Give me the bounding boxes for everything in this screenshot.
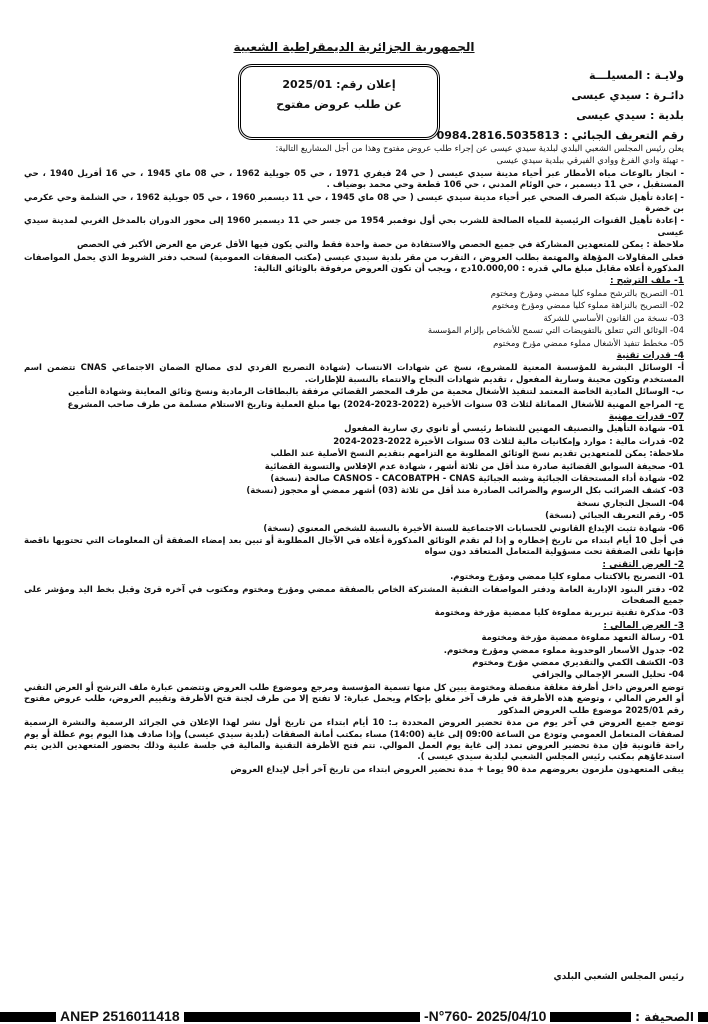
announcement-page — [10, 10, 698, 1010]
issuer-block — [436, 66, 684, 146]
list-item: في أجل 10 أيام ابتداء من تاريخ إخطاره و إذا لم تقدم الوثائق المذكورة أعلاه في الآجال المطلوبة أو تبين بعد إمضاء الصفقة أن المعلومات التي تحتويها ناقصة فإنها تلغى الصفقة تحت مسؤولية المتعامل المتعاقد دون سواه — [24, 536, 684, 558]
list-item: 03- نسخة من القانون الأساسي للشركة — [543, 313, 684, 324]
list-item: 01- صحيفة السوابق القضائية صادرة منذ أقل من ثلاثة أشهر ، شهادة عدم الإفلاس والتسوية القضائية — [264, 461, 684, 472]
list-item: ب- الوسائل المادية الخاصة المعتمد لتنفيذ الأشغال محمية من طرف المحضر القضائي مرفقة بالبطاقات الرمادية ونسخ وثائق المعاينة وشهادة التأمين — [68, 387, 684, 398]
intro-3: - إعادة تأهيل شبكة الصرف الصحي عبر أحياء مدينة سيدي عيسى ( حي 08 ماي 1945 ، حي 11 ديسمبر 1960 ، حي 05 جويلية 1962 ، حي الشلمة وحي عكرمي بن خضرة — [24, 192, 684, 215]
list-item: 05- رقم التعريف الجبائي (نسخة) — [545, 511, 684, 522]
list-item: 06- شهادة تثبت الإيداع القانوني للحسابات الاجتماعية للسنة الأخيرة بالنسبة للشخص المعنوي (نسخة) — [263, 523, 684, 534]
closing-2: يبقى المتعهدون ملزمون بعروضهم مدة 90 يوما + مدة تحضير العروض ابتداء من تاريخ آخر أجل لإيداع العروض — [230, 764, 684, 775]
list-item: أ- الوسائل البشرية للمؤسسة المعنية للمشروع، نسخ عن شهادات الانتساب (شهادة التصريح الفردي لدى مصالح الضمان الاجتماعي CNAS تتضمن اسم المستخدم وتكون محينة وسارية المفعول ، تقديم شهادات النجاح والانتماء بالنسبة للإطارات. — [24, 363, 684, 385]
list-item: 01- التصريح بالترشح مملوء كليا ممضي ومؤرخ ومختوم — [490, 288, 684, 299]
section-title: 3- العرض المالي : — [603, 620, 684, 631]
closing-0: توضع العروض داخل أظرفة مغلقة منفصلة ومختومة يبين كل منها تسمية المؤسسة ومرجع وموضوع طلب العروض وتتضمن عبارة ملف الترشح أو العرض التقني أو العرض المالي ، وتوضع هذه الأظرفة في ظرف آخر مغلق بإحكام ويحمل عبارة: لا تفتح إلا من طرف لجنة فتح الأظرفة وتقييم العروض، طلب عروض مفتوح رقم 2025/01 موضوع طلب العروض المذكور — [24, 682, 684, 716]
intro-4: - إعادة تأهيل القنوات الرئيسية للمياه الصالحة للشرب بحي أول نوفمبر 1954 من جسر حي 11 ديسمبر 1960 إلى محور الدوران بالمدخل الغربي لمدينة سيدي عيسى — [24, 216, 684, 238]
body-text — [24, 144, 684, 777]
list-item: 02- دفتر البنود الإدارية العامة ودفتر المواصفات التقنية المشتركة الخاص بالصفقة ممضي ومؤرخ ومختوم ومكتوب في آخره قرئ وقبل بخط اليد ومؤشر على جميع الصفحات — [24, 584, 684, 607]
section-title: 1- ملف الترشح : — [609, 276, 684, 287]
list-item: 07- قدرات مهنية — [608, 411, 684, 422]
closing-1: توضع جميع العروض في آخر يوم من مدة تحضير العروض المحددة بـ: 10 أيام ابتداء من تاريخ أول نشر لهذا الإعلان في الجرائد الرسمية والنشرة الرسمية لصفقات المتعامل العمومي وتودع من الساعة 09:00 إلى غاية (14:00) مساء بمكتب أمانة الصفقات (بلدية سيدي عيسى) وإذا صادف هذا اليوم يوم عطلة أو يوم راحة قانونية فإن مدة تحضير العروض تمدد إلى غاية يوم العمل الموالي. تتم فتح الأظرفة التقنية والمالية في جلسة علنية وذلك بحضور المتعهدين الذين يتم استدعاؤهم بمكتب رئيس المجلس الشعبي لبلدية سيدي عيسى ). — [24, 718, 684, 763]
footer-date: 2025/04/10 -N°760- — [420, 1008, 550, 1024]
intro-0: يعلن رئيس المجلس الشعبي البلدي لبلدية سيدي عيسى عن إجراء طلب عروض مفتوح وهذا من أجل المشاريع التالية: — [275, 144, 684, 154]
footer — [0, 1000, 708, 1024]
list-item: 02- التصريح بالنزاهة مملوء كليا ممضي ومؤرخ ومختوم — [491, 301, 684, 312]
list-item: 04- السجل التجاري نسخة — [576, 498, 684, 509]
list-item: 04- تحليل السعر الإجمالي والجزافي — [532, 670, 684, 681]
list-item: 01- التصريح بالاكتتاب مملوء كليا ممضي ومؤرخ ومختوم. — [450, 572, 684, 583]
list-item: 03- الكشف الكمي والتقديري ممضي مؤرخ ومختوم — [472, 658, 684, 669]
daira-line: دائـرة : سيدي عيسى — [571, 89, 684, 102]
list-item: 01- شهادة التأهيل والتصنيف المهنين للنشاط رئيسي أو ثانوي ري سارية المفعول — [344, 424, 684, 435]
footer-page: الصحيفة : — [631, 1010, 698, 1024]
list-item: 03- مذكرة تقنية تبريرية مملوءة كليا ممضية مؤرخة ومختومة — [434, 608, 684, 619]
wilaya-line: ولايـة : المسيلـــة — [588, 69, 684, 82]
list-item: 05- مخطط تنفيذ الأشغال مملوء ممضي مؤرخ ومختوم — [493, 338, 684, 349]
list-item: 03- كشف الضرائب بكل الرسوم والضرائب الصادرة منذ أقل من ثلاثة (03) أشهر ممضي أو محجوز (نسخة) — [246, 486, 684, 497]
list-item: ج- المراجع المهنية للأشغال المماثلة لثلاث 03 سنوات الأخيرة (2022-2023-2024) بها مبلغ العملية وتاريخ الاستلام مسلمة من طرف صاحب المشروع — [67, 399, 684, 410]
announcement-box — [238, 64, 440, 140]
announcement-type: عن طلب عروض مفتوح — [276, 98, 402, 111]
republic-title: الجمهورية الجزائرية الديمقراطية الشعبية — [233, 40, 475, 54]
announcement-number: إعلان رقم: 2025/01 — [282, 78, 396, 91]
intro-2: - انجاز بالوعات مياه الأمطار عبر أحياء مدينة سيدي عيسى ( حي 24 فيفري 1971 ، حي 05 جويلية 1962 ، حي 08 ماي 1945 ، حي 16 أفريل 1940 ، حي المستقبل ، حي 11 ديسمبر ، حي الوئام المدني ، حي 106 قطعة وحي محمد بوضياف . — [24, 168, 684, 191]
commune-line: بلدية : سيدي عيسى — [576, 109, 684, 122]
footer-anep: ANEP 2516011418 — [56, 1008, 184, 1024]
list-item: 02- قدرات مالية : موارد وإمكانيات مالية لثلاث 03 سنوات الأخيرة 2022-2023-2024 — [333, 436, 684, 447]
list-item: 01- رسالة التعهد مملوءة ممضية مؤرخة ومختومة — [481, 633, 684, 644]
intro-6: فعلى المقاولات المؤهلة والمهتمة بطلب العروض ، التقرب من مقر بلدية سيدي عيسى (مكتب الصفقات العمومية) لسحب دفتر الشروط الذي يحمل المواصفات المذكورة أعلاه مقابل مبلغ مالي قدره : 10.000,00دج ، ويجب أن تكون العروض مرفوقة بالوثائق التالية: — [24, 252, 684, 275]
list-item: 02- جدول الأسعار الوحدوية مملوء ممضي ومؤرخ ومختوم. — [443, 645, 684, 656]
signature-line: رئيس المجلس الشعبي البلدي — [553, 972, 684, 982]
intro-5: ملاحظة : يمكن للمتعهدين المشاركة في جميع الحصص والاستفادة من حصة واحدة فقط والتي يكون فيها الأقل عرض مع العرض الأكبر في الحصص — [77, 240, 684, 251]
section-title: 2- العرض التقني : — [602, 559, 684, 570]
list-item: 4- قدرات تقنية — [616, 350, 684, 361]
list-item: 02- شهادة أداء المستحقات الجبائية وشبه الجبائية CASNOS - CACOBATPH - CNAS صالحة (نسخة) — [270, 473, 684, 484]
list-item: 04- الوثائق التي تتعلق بالتفويضات التي تسمح للأشخاص بإلزام المؤسسة — [427, 326, 684, 337]
list-item: ملاحظة: يمكن للمتعهدين تقديم نسخ الوثائق المطلوبة مع التزامهم بتقديم النسخ الأصلية عند الطلب — [270, 449, 684, 460]
intro-1: - تهيئة وادي الفرغ ووادي الفيرقي ببلدية سيدي عيسى — [496, 156, 684, 167]
nif-line: رقم التعريف الجبائي : 0984.2816.5035813 — [436, 129, 684, 142]
